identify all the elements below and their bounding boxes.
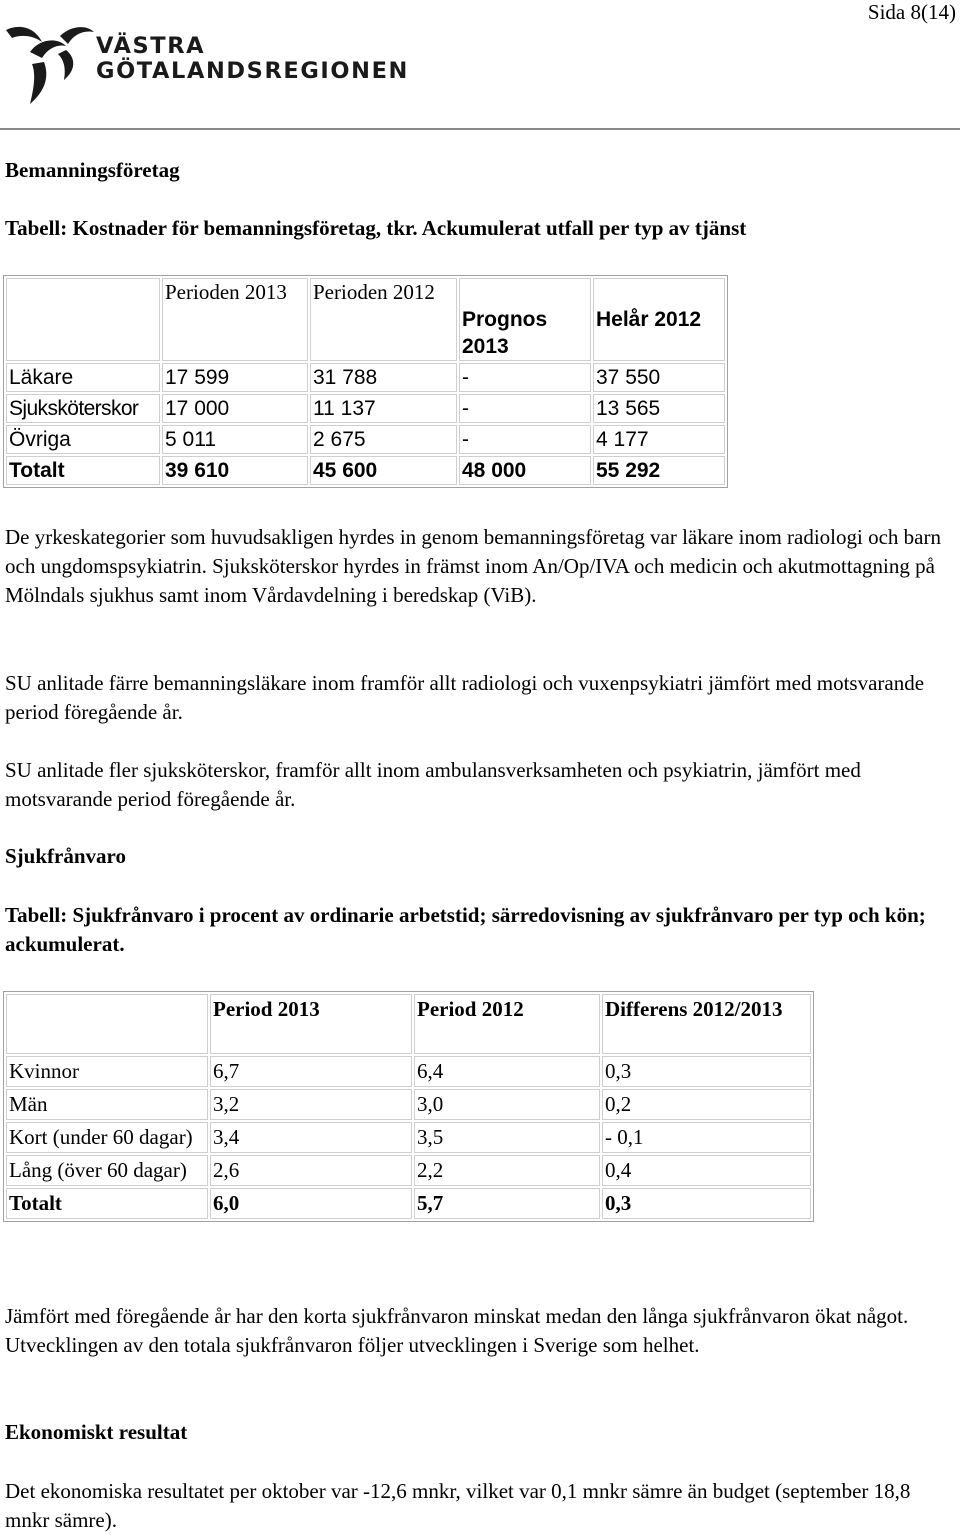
header-cell-empty xyxy=(6,278,160,361)
cell-value: 3,5 xyxy=(414,1122,600,1153)
cell-value: 2 675 xyxy=(310,425,457,454)
table-header-row xyxy=(6,994,811,1054)
cell-value: 2,6 xyxy=(210,1155,412,1186)
table-caption-bemanning: Tabell: Kostnader för bemanningsföretag, tkr. Ackumulerat utfall per typ av tjänst xyxy=(5,216,747,240)
table-row xyxy=(6,1122,811,1153)
cell-value: 39 610 xyxy=(162,456,308,485)
logo-wordmark xyxy=(96,34,409,84)
table-row xyxy=(6,425,725,454)
paragraph-ekonomiskt-resultat: Det ekonomiska resultatet per oktober var -12,6 mnkr, vilket var 0,1 mnkr sämre än budget (september 18,8 mnkr sämre). xyxy=(5,1479,911,1532)
cell-value: 31 788 xyxy=(310,363,457,392)
logo-mark-icon xyxy=(4,22,94,104)
cell-value: 3,0 xyxy=(414,1089,600,1120)
cell-value: 45 600 xyxy=(310,456,457,485)
logo-line-2: GÖTALANDSREGIONEN xyxy=(96,58,409,84)
table-row xyxy=(6,363,725,392)
cell-value: 0,2 xyxy=(602,1089,811,1120)
row-label: Kvinnor xyxy=(6,1056,208,1087)
cell-value: 4 177 xyxy=(593,425,725,454)
row-label: Kort (under 60 dagar) xyxy=(6,1122,208,1153)
header-cell-differens: Differens 2012/2013 xyxy=(602,994,811,1054)
cell-value: 3,2 xyxy=(210,1089,412,1120)
cell-value: - xyxy=(459,425,591,454)
cell-value: 13 565 xyxy=(593,394,725,423)
heading-sjukfranvaro: Sjukfrånvaro xyxy=(5,844,126,868)
header-divider xyxy=(0,128,960,130)
cell-value: 6,0 xyxy=(210,1188,412,1219)
header-cell-period-2013: Period 2013 xyxy=(210,994,412,1054)
cell-value: 3,4 xyxy=(210,1122,412,1153)
table-caption-sjukfranvaro: Tabell: Sjukfrånvaro i procent av ordinarie arbetstid; särredovisning av sjukfrånvaro per typ och kön; ackumulerat. xyxy=(5,903,926,956)
cell-value: 17 599 xyxy=(162,363,308,392)
cell-value: 55 292 xyxy=(593,456,725,485)
cell-value: 11 137 xyxy=(310,394,457,423)
cell-value: 6,4 xyxy=(414,1056,600,1087)
paragraph-jamfort-sjukfranvaro: Jämfört med föregående år har den korta sjukfrånvaron minskat medan den långa sjukfrånvaron ökat något. Utvecklingen av den totala sjukfrånvaron följer utvecklingen i Sverige som helhet. xyxy=(5,1304,909,1357)
table-total-row xyxy=(6,1188,811,1219)
cell-value: - xyxy=(459,363,591,392)
table-total-row xyxy=(6,456,725,485)
row-label: Totalt xyxy=(6,456,160,485)
vastra-gotalandsregionen-logo xyxy=(4,22,409,104)
table-row xyxy=(6,1155,811,1186)
cell-value: 0,3 xyxy=(602,1188,811,1219)
cell-value: 48 000 xyxy=(459,456,591,485)
page-number: Sida 8(14) xyxy=(867,0,956,24)
logo-line-1: VÄSTRA xyxy=(96,33,206,59)
cell-value: 5 011 xyxy=(162,425,308,454)
bemanning-cost-table xyxy=(3,275,728,488)
table-row xyxy=(6,394,725,423)
row-label: Övriga xyxy=(6,425,160,454)
row-label: Lång (över 60 dagar) xyxy=(6,1155,208,1186)
row-label: Läkare xyxy=(6,363,160,392)
sjukfranvaro-table xyxy=(3,991,814,1222)
cell-value: 17 000 xyxy=(162,394,308,423)
header-cell-perioden-2013: Perioden 2013 xyxy=(162,278,308,361)
row-label: Totalt xyxy=(6,1188,208,1219)
header-cell-helar-2012: Helår 2012 xyxy=(593,278,725,361)
table-header-row xyxy=(6,278,725,361)
cell-value: 0,3 xyxy=(602,1056,811,1087)
header-cell-perioden-2012: Perioden 2012 xyxy=(310,278,457,361)
row-label: Sjuksköterskor xyxy=(6,394,160,423)
cell-value: 2,2 xyxy=(414,1155,600,1186)
paragraph-fler-sjukskoterskor: SU anlitade fler sjuksköterskor, framför allt inom ambulansverksamheten och psykiatrin, jämfört med motsvarande period föregående år. xyxy=(5,758,861,811)
cell-value: 37 550 xyxy=(593,363,725,392)
header-cell-prognos-2013: Prognos 2013 xyxy=(459,278,591,361)
table-row xyxy=(6,1056,811,1087)
cell-value: - xyxy=(459,394,591,423)
row-label: Män xyxy=(6,1089,208,1120)
cell-value: 6,7 xyxy=(210,1056,412,1087)
cell-value: - 0,1 xyxy=(602,1122,811,1153)
cell-value: 5,7 xyxy=(414,1188,600,1219)
header-cell-period-2012: Period 2012 xyxy=(414,994,600,1054)
heading-bemanningsforetag: Bemanningsföretag xyxy=(5,158,180,182)
paragraph-farre-lakare: SU anlitade färre bemanningsläkare inom framför allt radiologi och vuxenpsykiatri jämfört med motsvarande period föregående år. xyxy=(5,671,925,724)
cell-value: 0,4 xyxy=(602,1155,811,1186)
header-cell-empty xyxy=(6,994,208,1054)
paragraph-yrkeskategorier: De yrkeskategorier som huvudsakligen hyrdes in genom bemanningsföretag var läkare inom radiologi och barn och ungdomspsykiatrin. Sjuksköterskor hyrdes in främst inom An/Op/IVA och medicin och akutmottagning på Mölndals sjukhus samt inom Vårdavdelning i beredskap (ViB). xyxy=(5,525,941,607)
heading-ekonomiskt-resultat: Ekonomiskt resultat xyxy=(5,1420,188,1444)
table-row xyxy=(6,1089,811,1120)
